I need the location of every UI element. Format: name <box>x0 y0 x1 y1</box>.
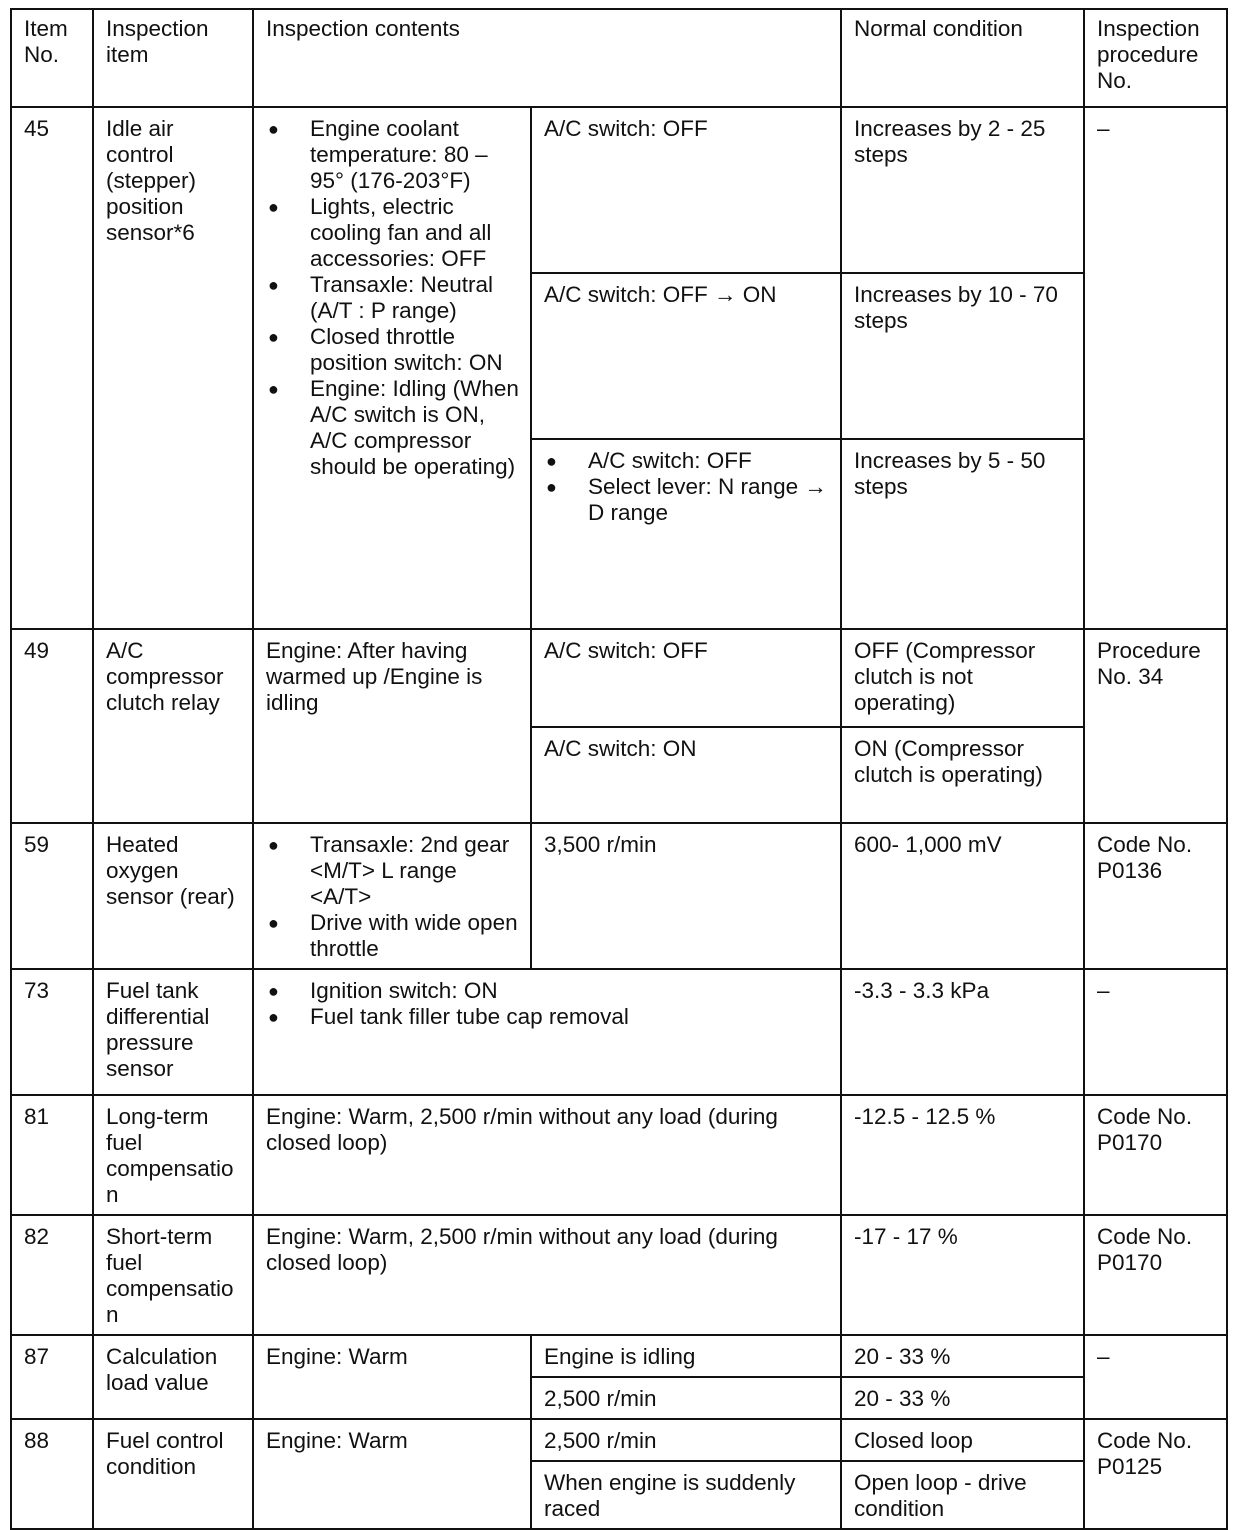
normal-condition-45-3: Increases by 5 - 50 steps <box>841 439 1084 629</box>
normal-condition-45-2: Increases by 10 - 70 steps <box>841 273 1084 439</box>
inspection-contents-87: Engine: Warm <box>253 1335 531 1419</box>
table-row-88 <box>11 1419 1227 1461</box>
item-no-82: 82 <box>11 1215 93 1335</box>
inspection-item-81: Long-term fuel compensation <box>93 1095 253 1215</box>
header-procedure-no: Inspection procedure No. <box>1084 9 1227 107</box>
normal-condition-49-2: ON (Compressor clutch is operating) <box>841 727 1084 823</box>
bullet-item: ● Select lever: N range → D range <box>544 474 830 526</box>
bullet-item: ● Lights, electric cooling fan and all accessories: OFF <box>266 194 520 272</box>
procedure-87: – <box>1084 1335 1227 1419</box>
sub-condition-87-1: Engine is idling <box>531 1335 841 1377</box>
inspection-table <box>10 8 1228 1530</box>
item-no-73: 73 <box>11 969 93 1095</box>
normal-condition-59: 600- 1,000 mV <box>841 823 1084 969</box>
normal-condition-87-2: 20 - 33 % <box>841 1377 1084 1419</box>
normal-condition-87-1: 20 - 33 % <box>841 1335 1084 1377</box>
inspection-contents-88: Engine: Warm <box>253 1419 531 1529</box>
inspection-item-88: Fuel control condition <box>93 1419 253 1529</box>
sub-condition-87-2: 2,500 r/min <box>531 1377 841 1419</box>
table-row-87 <box>11 1335 1227 1377</box>
sub-condition-49-1: A/C switch: OFF <box>531 629 841 727</box>
sub-condition-59: 3,500 r/min <box>531 823 841 969</box>
inspection-contents-45 <box>253 107 531 629</box>
item-no-81: 81 <box>11 1095 93 1215</box>
table-row-49 <box>11 629 1227 727</box>
normal-condition-45-1: Increases by 2 - 25 steps <box>841 107 1084 273</box>
table-row-82 <box>11 1215 1227 1335</box>
sub-condition-88-1: 2,500 r/min <box>531 1419 841 1461</box>
sub-condition-49-2: A/C switch: ON <box>531 727 841 823</box>
bullet-item: ● Drive with wide open throttle <box>266 910 520 962</box>
inspection-item-49: A/C compressor clutch relay <box>93 629 253 823</box>
table-row-59 <box>11 823 1227 969</box>
normal-condition-82: -17 - 17 % <box>841 1215 1084 1335</box>
procedure-73: – <box>1084 969 1227 1095</box>
sub-condition-88-2: When engine is suddenly raced <box>531 1461 841 1529</box>
procedure-82: Code No. P0170 <box>1084 1215 1227 1335</box>
inspection-item-45: Idle air control (stepper) position sensor*6 <box>93 107 253 629</box>
normal-condition-88-2: Open loop - drive condition <box>841 1461 1084 1529</box>
normal-condition-73: -3.3 - 3.3 kPa <box>841 969 1084 1095</box>
procedure-81: Code No. P0170 <box>1084 1095 1227 1215</box>
inspection-contents-81: Engine: Warm, 2,500 r/min without any load (during closed loop) <box>253 1095 841 1215</box>
sub-condition-45-1: A/C switch: OFF <box>531 107 841 273</box>
bullet-item: ● Transaxle: Neutral (A/T : P range) <box>266 272 520 324</box>
procedure-49: Procedure No. 34 <box>1084 629 1227 823</box>
table-row-45 <box>11 107 1227 273</box>
bullet-item: ● Transaxle: 2nd gear <M/T> L range <A/T> <box>266 832 520 910</box>
procedure-59: Code No. P0136 <box>1084 823 1227 969</box>
procedure-88: Code No. P0125 <box>1084 1419 1227 1529</box>
header-inspection-item: Inspection item <box>93 9 253 107</box>
bullet-item: ● Ignition switch: ON <box>266 978 830 1004</box>
item-no-45: 45 <box>11 107 93 629</box>
item-no-59: 59 <box>11 823 93 969</box>
inspection-contents-49: Engine: After having warmed up /Engine is idling <box>253 629 531 823</box>
inspection-item-87: Calculation load value <box>93 1335 253 1419</box>
inspection-contents-73 <box>253 969 841 1095</box>
header-item-no: Item No. <box>11 9 93 107</box>
inspection-item-82: Short-term fuel compensation <box>93 1215 253 1335</box>
inspection-contents-59 <box>253 823 531 969</box>
procedure-45: – <box>1084 107 1227 629</box>
item-no-88: 88 <box>11 1419 93 1529</box>
sub-condition-45-3 <box>531 439 841 629</box>
table-row-73 <box>11 969 1227 1095</box>
bullet-item: ● Engine coolant temperature: 80 – 95° (176-203°F) <box>266 116 520 194</box>
header-normal-condition: Normal condition <box>841 9 1084 107</box>
inspection-item-59: Heated oxygen sensor (rear) <box>93 823 253 969</box>
normal-condition-88-1: Closed loop <box>841 1419 1084 1461</box>
sub-condition-45-2: A/C switch: OFF → ON <box>531 273 841 439</box>
bullet-item: ● Engine: Idling (When A/C switch is ON, A/C compressor should be operating) <box>266 376 520 480</box>
bullet-item: ● A/C switch: OFF <box>544 448 830 474</box>
header-row <box>11 9 1227 107</box>
normal-condition-81: -12.5 - 12.5 % <box>841 1095 1084 1215</box>
normal-condition-49-1: OFF (Compressor clutch is not operating) <box>841 629 1084 727</box>
table-row-81 <box>11 1095 1227 1215</box>
bullet-item: ● Fuel tank filler tube cap removal <box>266 1004 830 1030</box>
bullet-item: ● Closed throttle position switch: ON <box>266 324 520 376</box>
item-no-49: 49 <box>11 629 93 823</box>
header-inspection-contents: Inspection contents <box>253 9 841 107</box>
item-no-87: 87 <box>11 1335 93 1419</box>
inspection-contents-82: Engine: Warm, 2,500 r/min without any load (during closed loop) <box>253 1215 841 1335</box>
inspection-item-73: Fuel tank differential pressure sensor <box>93 969 253 1095</box>
